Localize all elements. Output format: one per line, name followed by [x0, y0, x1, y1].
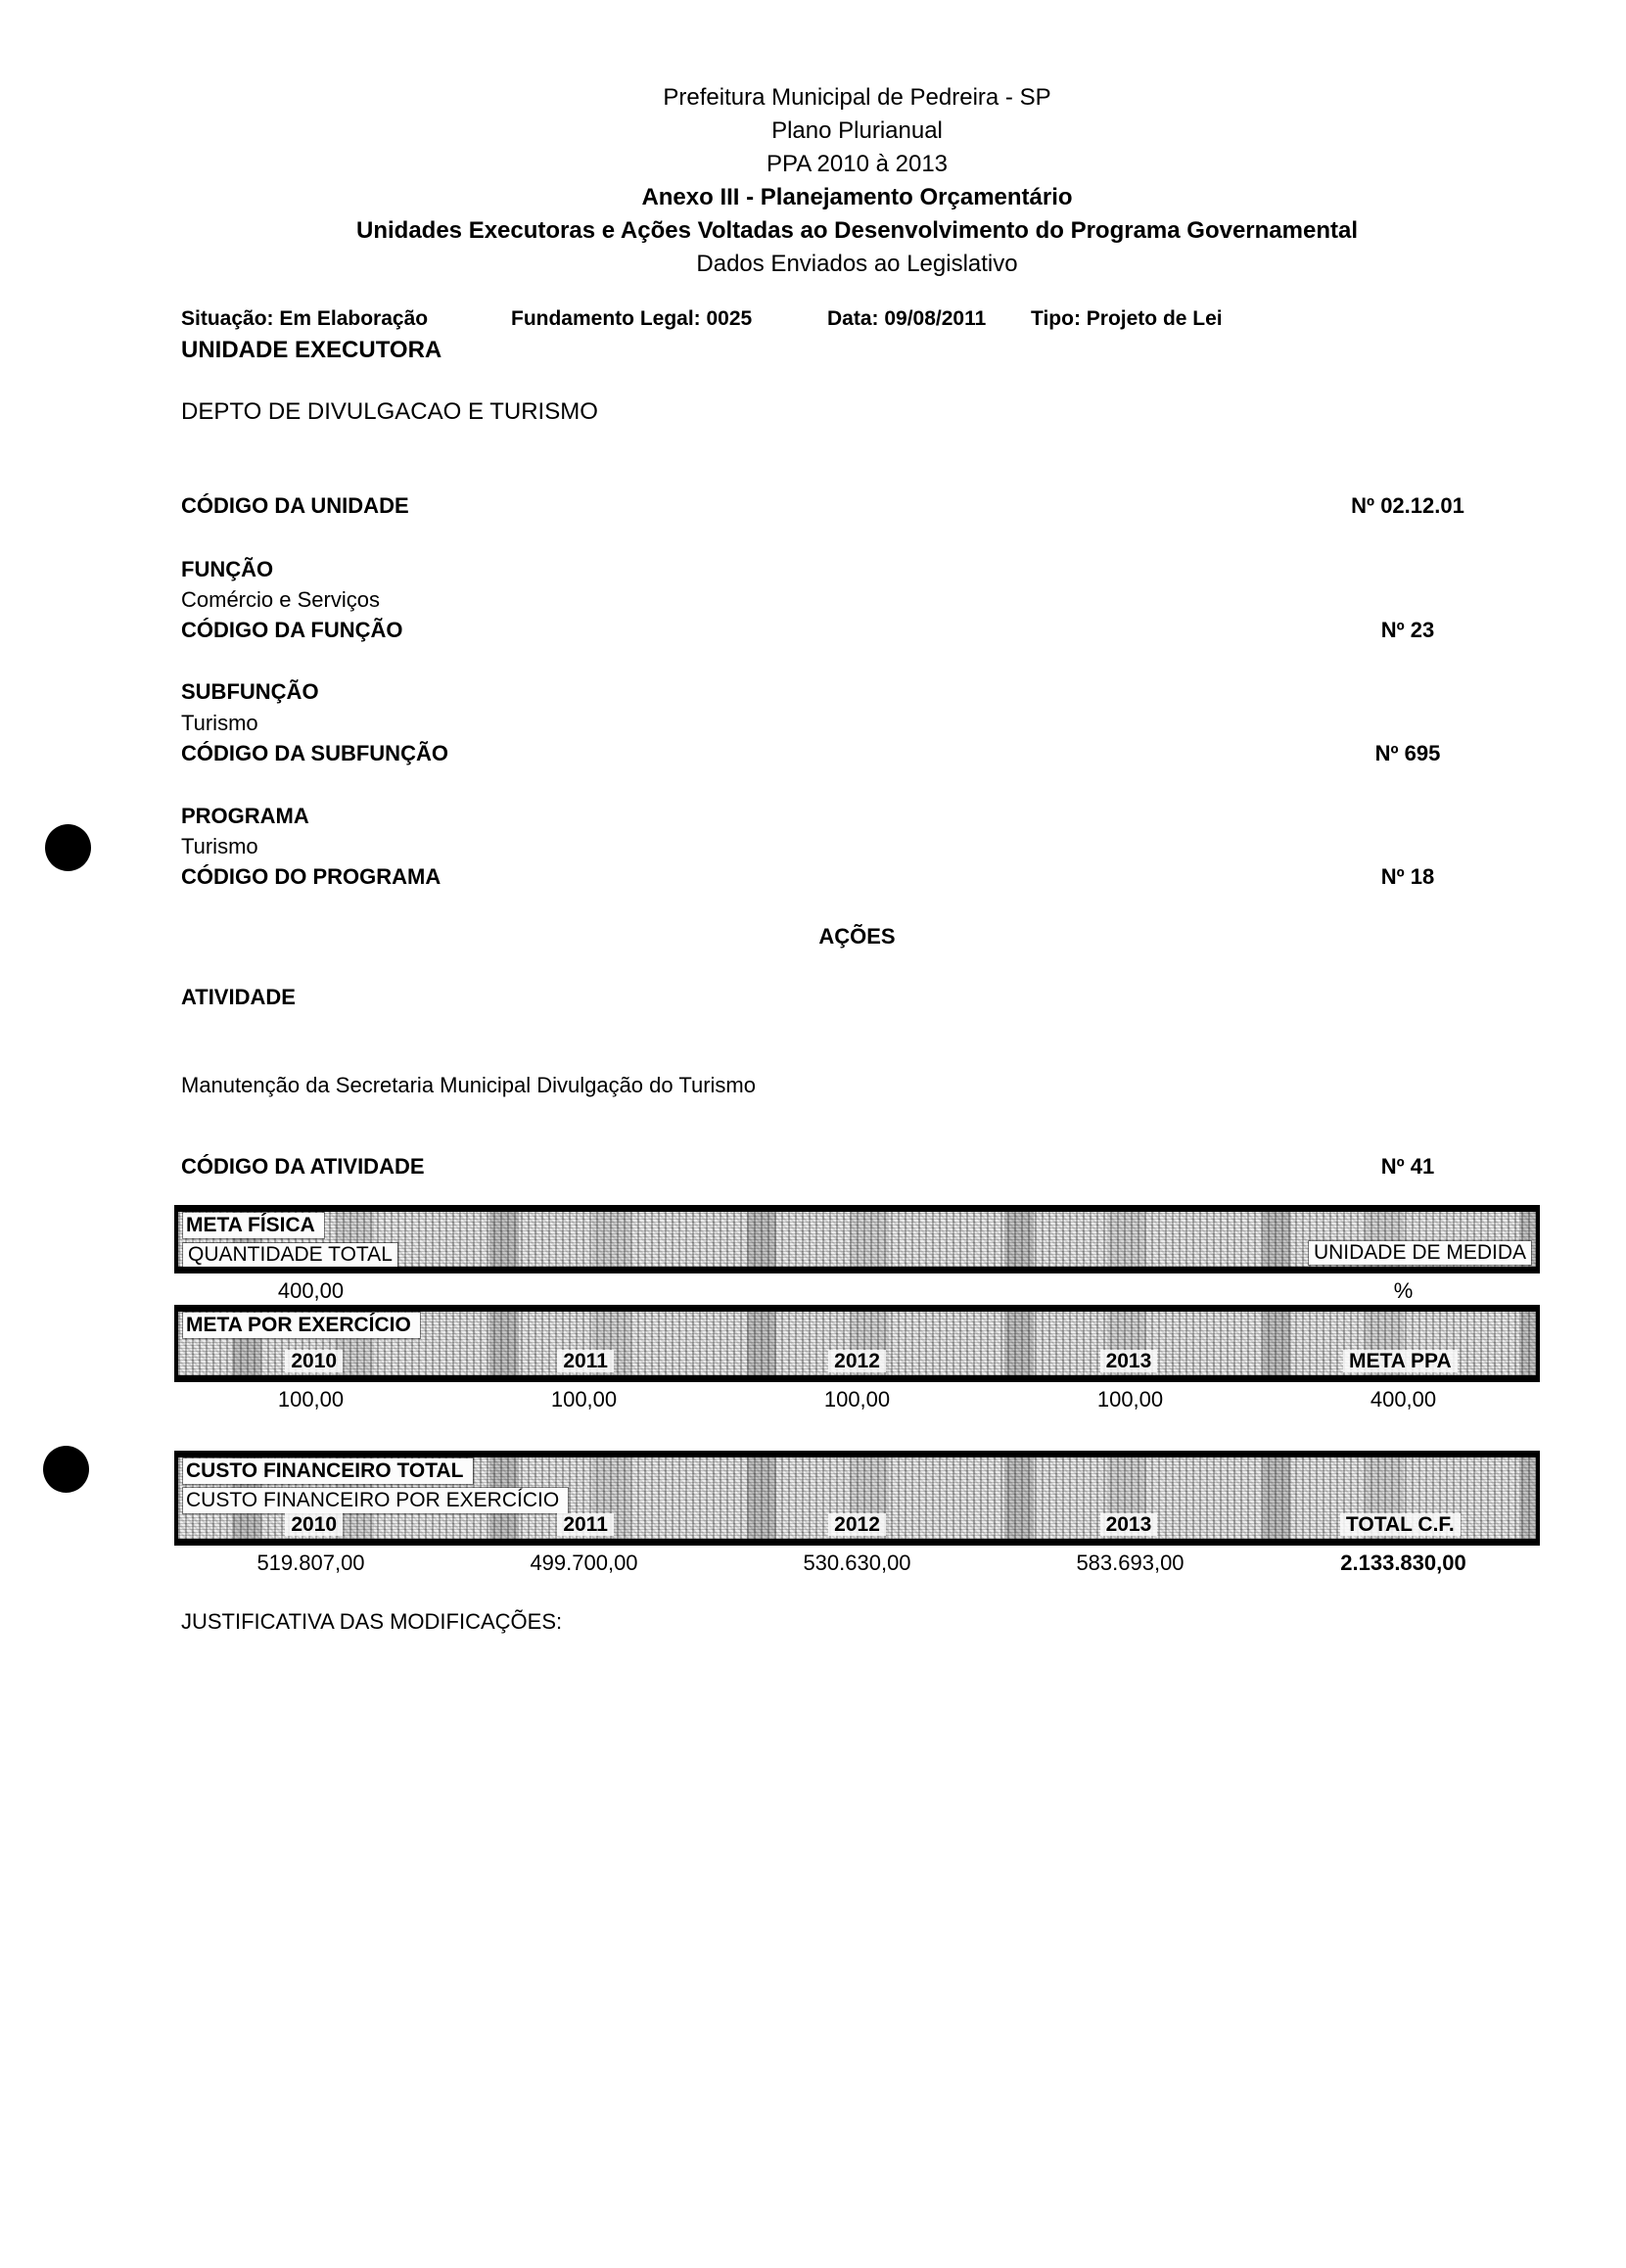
header-subtitle: Unidades Executoras e Ações Voltadas ao Desenvolvimento do Programa Governamental [356, 217, 1358, 244]
custo-value-total-cf: 2.133.830,00 [1340, 1551, 1466, 1575]
custo-financeiro-header-band [174, 1451, 1540, 1546]
unidade-de-medida-value: % [1393, 1278, 1414, 1303]
status-data: Data: 09/08/2011 [827, 307, 987, 330]
column-header-2013: 2013 [993, 1350, 1264, 1375]
codigo-programa-label: CÓDIGO DO PROGRAMA [181, 864, 441, 889]
custo-financeiro-values-row [174, 1551, 1540, 1575]
unidade-de-medida-label: UNIDADE DE MEDIDA [1309, 1241, 1531, 1265]
codigo-unidade-value: Nº 02.12.01 [1351, 493, 1464, 518]
codigo-subfuncao-label: CÓDIGO DA SUBFUNÇÃO [181, 741, 448, 765]
meta-value-2011: 100,00 [550, 1387, 618, 1412]
column-header-2013: 2013 [993, 1513, 1264, 1539]
meta-fisica-header-band [174, 1205, 1540, 1273]
header-plan-title: Plano Plurianual [771, 117, 943, 144]
custo-value-2013: 583.693,00 [1076, 1551, 1185, 1575]
justificativa-label: JUSTIFICATIVA DAS MODIFICAÇÕES: [181, 1609, 563, 1634]
codigo-funcao-label: CÓDIGO DA FUNÇÃO [181, 618, 403, 642]
meta-value-2012: 100,00 [823, 1387, 891, 1412]
column-header-2011: 2011 [449, 1350, 720, 1375]
custo-financeiro-por-exercicio-subtitle: CUSTO FINANCEIRO POR EXERCÍCIO [183, 1488, 568, 1513]
custo-financeiro-columns [178, 1513, 1536, 1539]
subfuncao-valor: Turismo [181, 711, 258, 735]
codigo-unidade-label: CÓDIGO DA UNIDADE [181, 493, 409, 518]
status-fundamento-legal: Fundamento Legal: 0025 [511, 307, 753, 330]
unidade-executora-nome: DEPTO DE DIVULGACAO E TURISMO [181, 398, 598, 425]
column-header-2012: 2012 [721, 1350, 993, 1375]
meta-por-exercicio-columns [178, 1350, 1536, 1375]
funcao-label: FUNÇÃO [181, 557, 274, 581]
punch-hole-dot-icon [45, 824, 91, 871]
codigo-atividade-value: Nº 41 [1380, 1154, 1435, 1179]
column-header-meta-ppa: META PPA [1265, 1350, 1536, 1375]
quantidade-total-value: 400,00 [277, 1278, 345, 1303]
column-header-2010: 2010 [178, 1350, 449, 1375]
meta-value-ppa-total: 400,00 [1370, 1387, 1437, 1412]
custo-value-2011: 499.700,00 [530, 1551, 638, 1575]
custo-value-2010: 519.807,00 [256, 1551, 365, 1575]
column-header-2011: 2011 [449, 1513, 720, 1539]
quantidade-total-label: QUANTIDADE TOTAL [183, 1243, 397, 1267]
punch-hole-dot-icon [43, 1446, 89, 1493]
acoes-heading: AÇÕES [818, 924, 896, 949]
programa-valor: Turismo [181, 834, 258, 858]
custo-financeiro-total-title: CUSTO FINANCEIRO TOTAL [183, 1458, 473, 1484]
atividade-label: ATIVIDADE [181, 985, 296, 1009]
meta-por-exercicio-values-row [174, 1387, 1540, 1412]
column-header-2010: 2010 [178, 1513, 449, 1539]
meta-value-2010: 100,00 [277, 1387, 345, 1412]
codigo-atividade-label: CÓDIGO DA ATIVIDADE [181, 1154, 425, 1179]
custo-value-2012: 530.630,00 [803, 1551, 911, 1575]
codigo-funcao-value: Nº 23 [1380, 618, 1435, 642]
status-tipo: Tipo: Projeto de Lei [1031, 307, 1223, 330]
header-ppa-range: PPA 2010 à 2013 [766, 151, 949, 177]
funcao-valor: Comércio e Serviços [181, 587, 380, 612]
meta-por-exercicio-title: META POR EXERCÍCIO [183, 1313, 420, 1338]
column-header-total-cf: TOTAL C.F. [1265, 1513, 1536, 1539]
header-org-title: Prefeitura Municipal de Pedreira - SP [663, 84, 1051, 111]
meta-fisica-title: META FÍSICA [183, 1213, 324, 1238]
atividade-descricao: Manutenção da Secretaria Municipal Divulgação do Turismo [181, 1073, 756, 1097]
status-situacao: Situação: Em Elaboração [181, 307, 429, 330]
unidade-executora-label: UNIDADE EXECUTORA [181, 337, 442, 363]
meta-por-exercicio-header-band [174, 1305, 1540, 1382]
codigo-programa-value: Nº 18 [1380, 864, 1435, 889]
codigo-subfuncao-value: Nº 695 [1374, 741, 1441, 765]
header-annex-title: Anexo III - Planejamento Orçamentário [641, 184, 1073, 210]
programa-label: PROGRAMA [181, 804, 309, 828]
subfuncao-label: SUBFUNÇÃO [181, 679, 319, 704]
document-header [174, 81, 1540, 281]
header-legislative-note: Dados Enviados ao Legislativo [696, 251, 1018, 277]
column-header-2012: 2012 [721, 1513, 993, 1539]
meta-value-2013: 100,00 [1096, 1387, 1164, 1412]
